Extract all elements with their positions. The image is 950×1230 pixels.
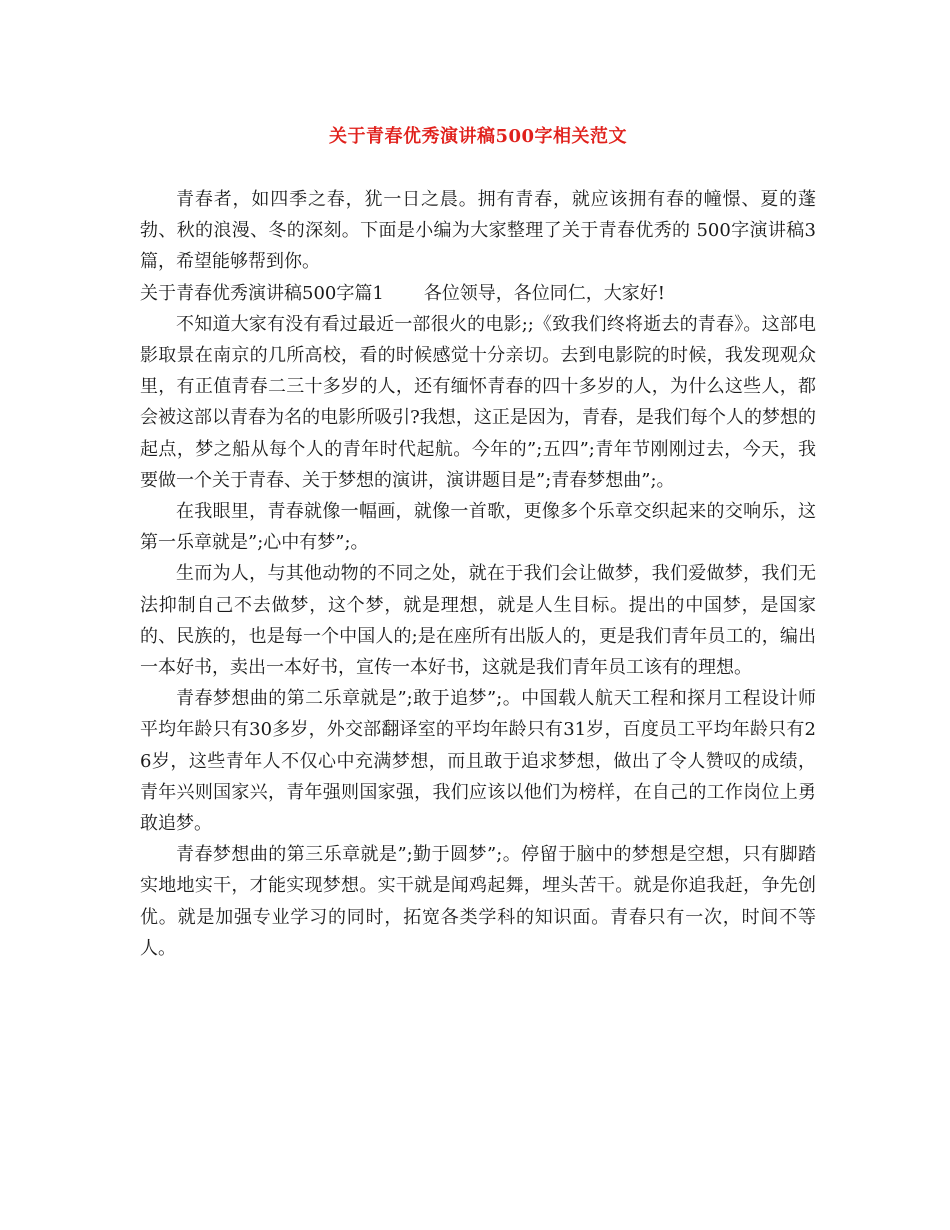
body-paragraph: 不知道大家有没有看过最近一部很火的电影;;《致我们终将逝去的青春》。这部电影取景在南京的几所高校，看的时候感觉十分亲切。去到电影院的时候，我发现观众里，有正值青春二三十多岁的人，还有缅怀青春的四十多岁的人，为什么这些人，都会被这部以青春为名的电影所吸引?我想，这正是因为，青春，是我们每个人的梦想的起点，梦之船从每个人的青年时代起航。今年的”;五四”;青年节刚刚过去，今天，我要做一个关于青春、关于梦想的演讲，演讲题目是”;青春梦想曲”;。 [140, 313, 816, 491]
body-paragraph: 青春梦想曲的第三乐章就是”;勤于圆梦”;。停留于脑中的梦想是空想，只有脚踏实地地实干，才能实现梦想。实干就是闻鸡起舞，埋头苦干。就是你追我赶，争先创优。就是加强专业学习的同时，拓宽各类学科的知识面。青春只有一次，时间不等人。 [140, 844, 816, 959]
body-paragraph: 生而为人，与其他动物的不同之处，就在于我们会让做梦，我们爱做梦，我们无法抑制自己不去做梦，这个梦，就是理想，就是人生目标。提出的中国梦，是国家的、民族的，也是每一个中国人的;是在座所有出版人的，更是我们青年员工的，编出一本好书，卖出一本好书，宣传一本好书，这就是我们青年员工该有的理想。 [140, 563, 816, 679]
greeting: 各位领导，各位同仁，大家好! [423, 282, 666, 304]
intro-paragraph: 青春者，如四季之春，犹一日之晨。拥有青春，就应该拥有春的幢憬、夏的蓬勃、秋的浪漫、冬的深刻。下面是小编为大家整理了关于青春优秀的 500字演讲稿3篇，希望能够帮到你。 [140, 189, 816, 273]
document-body [140, 184, 816, 964]
document-title: 关于青春优秀演讲稿500字相关范文 [328, 126, 628, 147]
body-paragraph: 青春梦想曲的第二乐章就是”;敢于追梦”;。中国载人航天工程和探月工程设计师平均年龄只有30多岁，外交部翻译室的平均年龄只有31岁，百度员工平均年龄只有26岁，这些青年人不仅心中充满梦想，而且敢于追求梦想，做出了令人赞叹的成绩，青年兴则国家兴，青年强则国家强，我们应该以他们为榜样，在自己的工作岗位上勇敢追梦。 [140, 688, 816, 835]
section-heading: 关于青春优秀演讲稿500字篇1 [140, 282, 384, 304]
section-heading-line [140, 278, 816, 309]
body-paragraph: 在我眼里，青春就像一幅画，就像一首歌，更像多个乐章交织起来的交响乐，这第一乐章就是”;心中有梦”;。 [140, 501, 816, 554]
